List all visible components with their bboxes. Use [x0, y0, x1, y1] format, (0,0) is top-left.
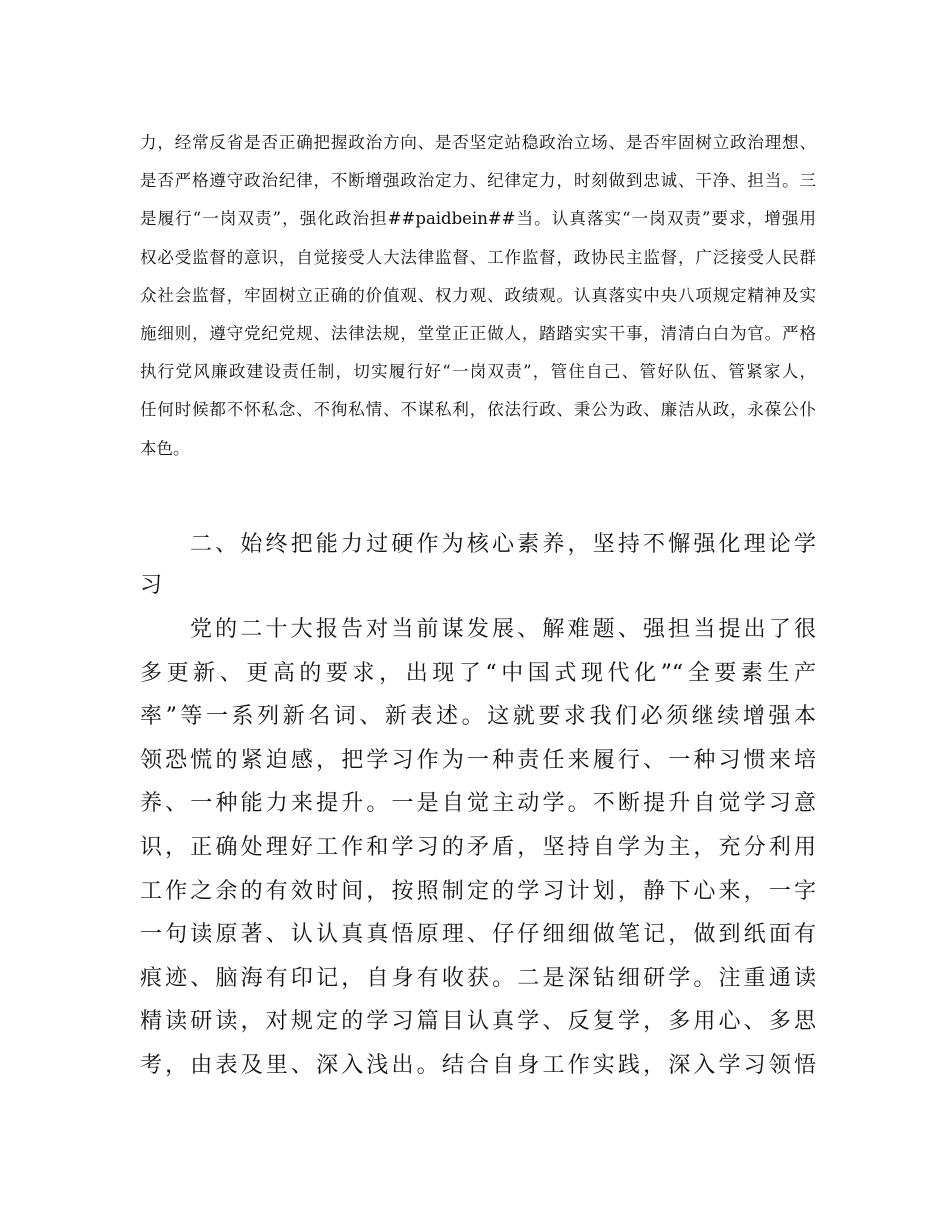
text-line: 考，由表及里、深入浅出。结合自身工作实践，深入学习领悟	[140, 1053, 816, 1078]
text-line: 是履行“一岗双责”，强化政治担##paidbein##当。认真落实“一岗双责”要求，增强用	[140, 209, 816, 229]
text-line: 工作之余的有效时间，按照制定的学习计划，静下心来，一字	[140, 878, 816, 904]
text-line: 任何时候都不怀私念、不徇私情、不谋私利，依法行政、秉公为政、廉洁从政，永葆公仆	[140, 400, 816, 420]
text-line: 领恐慌的紧迫感，把学习作为一种责任来履行、一种习惯来培	[140, 747, 816, 773]
text-line: 习	[140, 573, 163, 598]
text-line: 痕迹、脑海有印记，自身有收获。二是深钻细研学。注重通读	[140, 965, 816, 991]
text-line: 二、始终把能力过硬作为核心素养，坚持不懈强化理论学	[190, 532, 816, 557]
text-line: 党的二十大报告对当前谋发展、解难题、强担当提出了很	[190, 617, 816, 642]
text-line: 多更新、更高的要求，出现了“中国式现代化”“全要素生产	[140, 660, 816, 686]
text-line: 执行党风廉政建设责任制，切实履行好“一岗双责”，管住自己、管好队伍、管紧家人，	[140, 362, 816, 382]
text-line: 精读研读，对规定的学习篇目认真学、反复学，多用心、多思	[140, 1009, 816, 1035]
text-line: 力，经常反省是否正确把握政治方向、是否坚定站稳政治立场、是否牢固树立政治理想、	[140, 133, 816, 152]
text-line: 本色。	[140, 438, 190, 458]
text-line: 权必受监督的意识，自觉接受人大法律监督、工作监督，政协民主监督，广泛接受人民群	[140, 247, 816, 267]
text-line: 施细则，遵守党纪党规、法律法规，堂堂正正做人，踏踏实实干事，清清白白为官。严格	[140, 324, 816, 343]
text-line: 识，正确处理好工作和学习的矛盾，坚持自学为主，充分利用	[140, 835, 816, 860]
text-line: 养、一种能力来提升。一是自觉主动学。不断提升自觉学习意	[140, 791, 816, 817]
text-line: 率”等一系列新名词、新表述。这就要求我们必须继续增强本	[140, 704, 816, 730]
text-line: 众社会监督，牢固树立正确的价值观、权力观、政绩观。认真落实中央八项规定精神及实	[140, 285, 816, 305]
text-line: 是否严格遵守政治纪律，不断增强政治定力、纪律定力，时刻做到忠诚、干净、担当。三	[140, 171, 816, 191]
text-line: 一句读原著、认认真真悟原理、仔仔细细做笔记，做到纸面有	[140, 922, 816, 948]
